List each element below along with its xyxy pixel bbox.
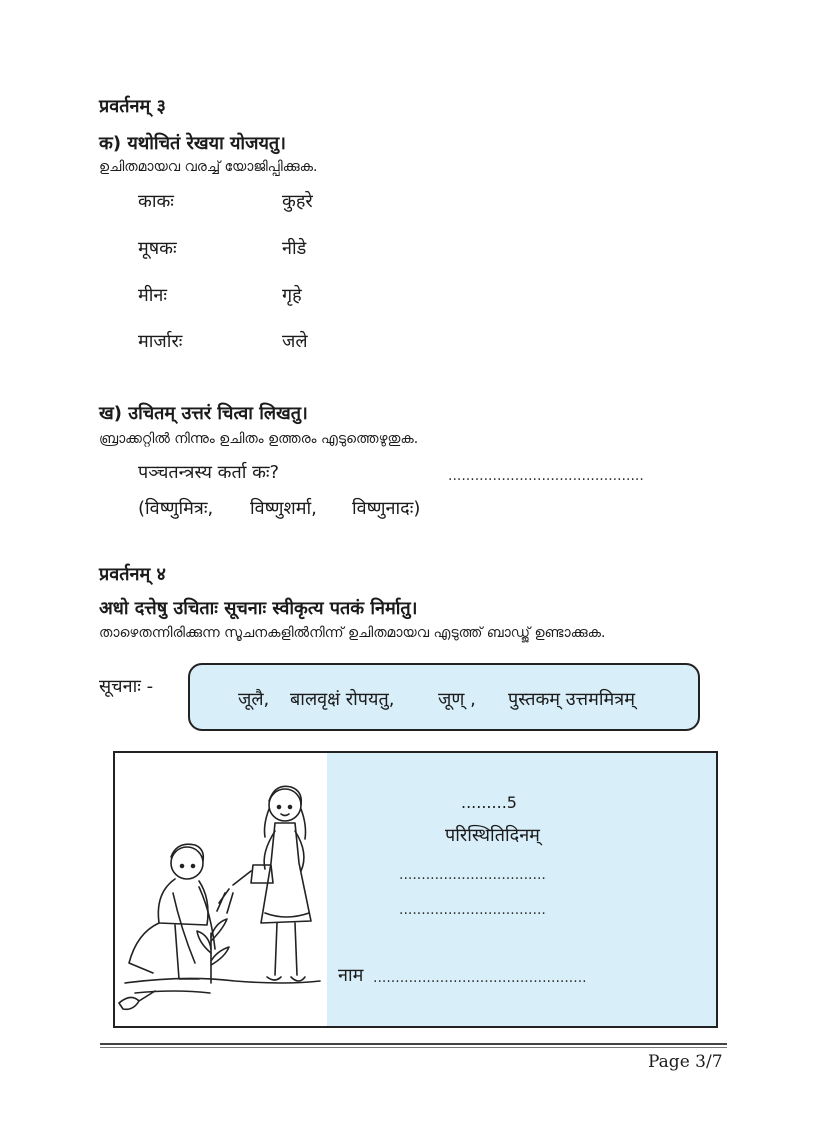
taskB-instruction: ബ്രാക്കറ്റിൽ നിന്നും ഉചിതം ഉത്തരം എടുത്തെഴുതുക.: [99, 431, 419, 447]
footer-rule-thin: [100, 1047, 727, 1048]
hint-3: जूण् ,: [438, 689, 476, 710]
match-left-2: मूषकः: [138, 238, 177, 259]
badge-card: [113, 751, 718, 1028]
badge-title: परिस्थितिदिनम्: [445, 825, 540, 846]
children-planting-illustration: [115, 753, 327, 1026]
hint-2: बालवृक्षं रोपयतु,: [290, 689, 395, 710]
page-number: Page 3/7: [648, 1052, 723, 1072]
section3-heading: प्रवर्तनम् ३: [99, 96, 166, 117]
section4-instruction: താഴെതന്നിരിക്കുന്ന സൂചനകളിൽനിന്ന് ഉചിതമായവ എടുത്ത് ബാഡ്ജ് ഉണ്ടാക്കുക.: [99, 625, 606, 641]
badge-name-line: ................................................: [373, 970, 587, 986]
taskB-option-2: विष्णुशर्मा,: [250, 498, 317, 519]
hints-box: [188, 663, 700, 731]
badge-line-2: .................................: [399, 902, 546, 918]
hint-1: जूलै,: [238, 689, 270, 710]
match-left-3: मीनः: [138, 285, 168, 306]
taskB-question: पञ्चतन्त्रस्य कर्ता कः?: [138, 462, 280, 483]
badge-line-1: .................................: [399, 867, 546, 883]
taskB-title: ख) उचितम् उत्तरं चित्वा लिखतु।: [99, 403, 308, 424]
badge-panel: [327, 753, 716, 1026]
taskB-option-1: (विष्णुमित्रः,: [138, 498, 214, 519]
match-right-1: कुहरे: [282, 191, 313, 212]
section4-title: अधो दत्तेषु उचिताः सूचनाः स्वीकृत्य पतकं निर्मातु।: [99, 598, 418, 619]
match-right-2: नीडे: [282, 238, 307, 259]
hints-label: सूचनाः -: [99, 676, 154, 697]
section4-heading: प्रवर्तनम् ४: [99, 564, 166, 585]
match-left-4: मार्जारः: [138, 331, 183, 352]
match-right-4: जले: [282, 331, 308, 352]
badge-name-label: नाम: [338, 965, 364, 986]
taskA-title: क) यथोचितं रेखया योजयतु।: [99, 133, 286, 154]
match-right-3: गृहे: [282, 285, 302, 306]
hint-4: पुस्तकम् उत्तममित्रम्: [508, 689, 635, 710]
footer-rule: [100, 1043, 727, 1045]
taskB-answer-line: ............................................: [448, 468, 644, 484]
badge-date: .........5: [461, 793, 517, 812]
match-left-1: काकः: [138, 191, 174, 212]
taskB-option-3: विष्णुनादः): [352, 498, 421, 519]
taskA-instruction: ഉചിതമായവ വരച്ച് യോജിപ്പിക്കുക.: [99, 159, 318, 175]
